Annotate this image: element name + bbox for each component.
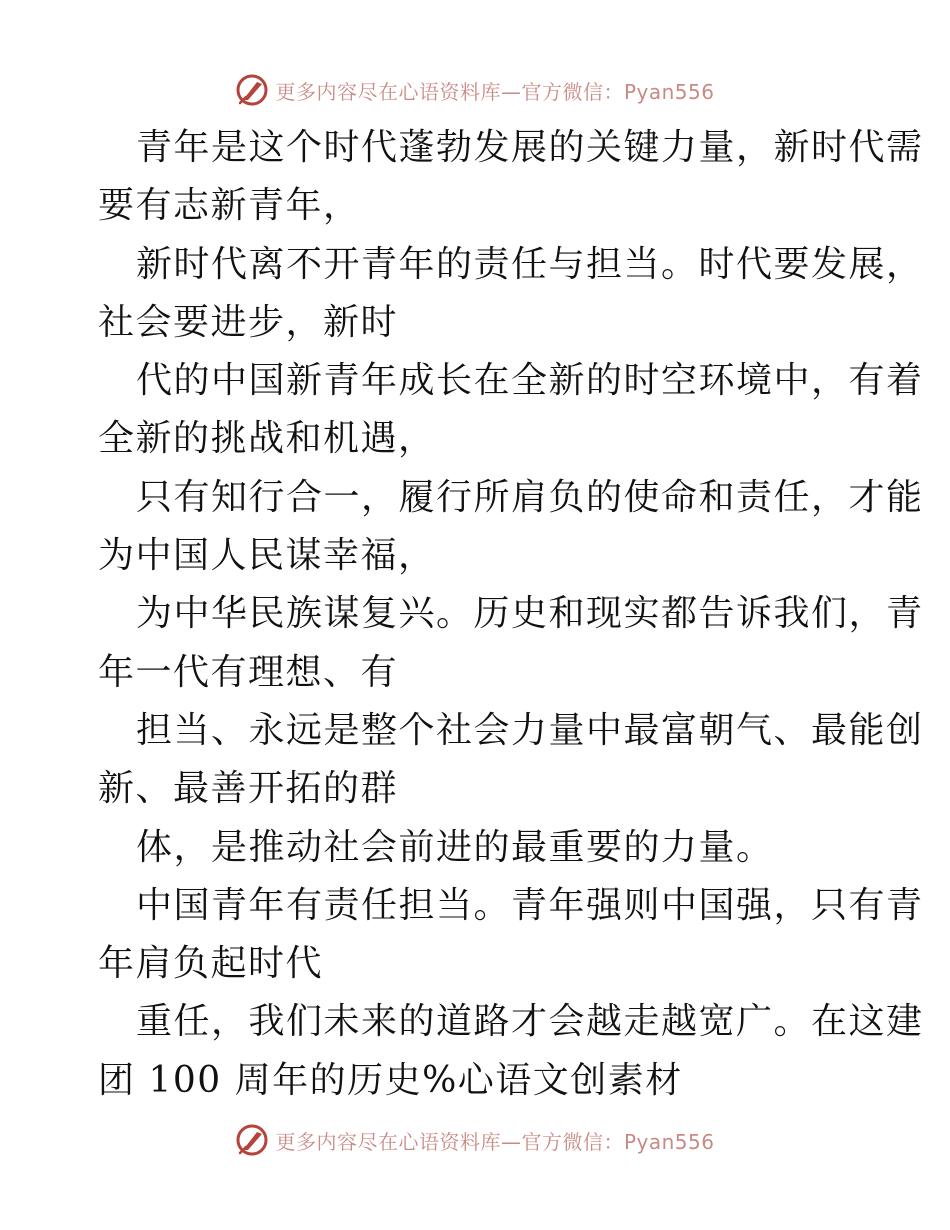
text-line: 只有知行合一，履行所肩负的使命和责任，才能 <box>136 476 924 518</box>
text-line: 重任，我们未来的道路才会越走越宽广。在这建 <box>136 1001 924 1043</box>
text-line: 社会要进步，新时 <box>98 301 399 343</box>
text-line: 新时代离不开青年的责任与担当。时代要发展， <box>136 243 924 285</box>
text-line: 体，是推动社会前进的最重要的力量。 <box>136 826 774 868</box>
text-line: 团 100 周年的历史%心语文创素材 <box>98 1059 683 1101</box>
text-line: 青年是这个时代蓬勃发展的关键力量，新时代需 <box>136 127 924 168</box>
text-line: 全新的挑战和机遇， <box>98 418 436 460</box>
text-line: 为中华民族谋复兴。历史和现实都告诉我们，青 <box>136 593 924 635</box>
text-line: 要有志新青年， <box>98 185 361 227</box>
feather-pen-logo-icon <box>235 1123 269 1157</box>
text-line: 担当、永远是整个社会力量中最富朝气、最能创 <box>136 709 924 751</box>
header-watermark <box>0 70 950 110</box>
text-line: 年一代有理想、有 <box>98 651 399 693</box>
text-line: 代的中国新青年成长在全新的时空环境中，有着 <box>136 360 924 402</box>
text-line: 中国青年有责任担当。青年强则中国强，只有青 <box>136 884 924 926</box>
document-body <box>98 119 924 1110</box>
feather-pen-logo-icon <box>235 73 269 107</box>
text-line: 为中国人民谋幸福， <box>98 535 436 577</box>
text-line: 新、最善开拓的群 <box>98 768 399 810</box>
footer-watermark <box>0 1120 950 1160</box>
watermark-text: 更多内容尽在心语资料库—官方微信：Pyan556 <box>275 1129 715 1154</box>
text-line: 年肩负起时代 <box>98 943 324 985</box>
watermark-text: 更多内容尽在心语资料库—官方微信：Pyan556 <box>275 79 715 104</box>
